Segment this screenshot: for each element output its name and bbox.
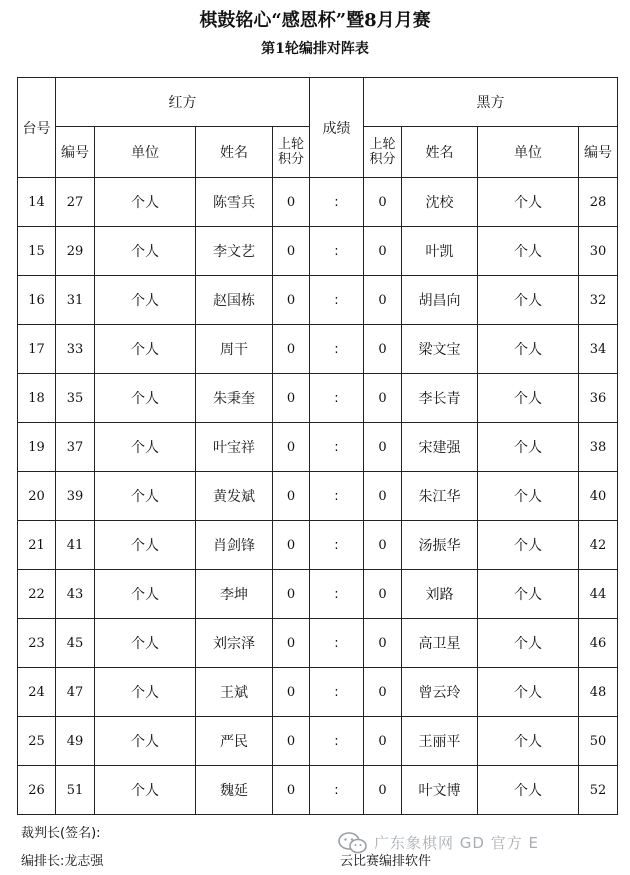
red-prev-score-header-line2: 积分 — [277, 152, 304, 167]
black-player-unit: 个人 — [478, 178, 579, 227]
black-name-header: 姓名 — [402, 127, 478, 178]
board-header: 台号 — [18, 78, 56, 178]
table-row — [18, 227, 618, 276]
black-player-name: 梁文宝 — [402, 325, 478, 374]
table-row — [18, 570, 618, 619]
red-prev-score: 0 — [273, 227, 310, 276]
black-player-no: 42 — [579, 521, 618, 570]
table-row — [18, 521, 618, 570]
table-row — [18, 668, 618, 717]
match-result: : — [310, 570, 364, 619]
board-number: 18 — [18, 374, 56, 423]
black-player-no: 50 — [579, 717, 618, 766]
red-player-no: 37 — [56, 423, 95, 472]
match-result: : — [310, 423, 364, 472]
black-player-name: 刘路 — [402, 570, 478, 619]
black-player-unit: 个人 — [478, 374, 579, 423]
red-player-unit: 个人 — [95, 325, 196, 374]
black-prev-score: 0 — [364, 423, 402, 472]
red-prev-score: 0 — [273, 423, 310, 472]
red-player-name: 叶宝祥 — [196, 423, 273, 472]
match-result: : — [310, 276, 364, 325]
red-player-unit: 个人 — [95, 178, 196, 227]
red-prev-score-header — [273, 127, 310, 178]
red-player-no: 27 — [56, 178, 95, 227]
match-result: : — [310, 521, 364, 570]
result-header: 成绩 — [310, 78, 364, 178]
red-player-no: 47 — [56, 668, 95, 717]
red-player-unit: 个人 — [95, 766, 196, 815]
black-player-name: 胡昌向 — [402, 276, 478, 325]
red-player-name: 肖剑锋 — [196, 521, 273, 570]
table-row — [18, 423, 618, 472]
red-player-name: 赵国栋 — [196, 276, 273, 325]
red-prev-score: 0 — [273, 766, 310, 815]
red-player-no: 45 — [56, 619, 95, 668]
table-row — [18, 276, 618, 325]
board-number: 23 — [18, 619, 56, 668]
black-player-unit: 个人 — [478, 717, 579, 766]
board-number: 14 — [18, 178, 56, 227]
red-player-name: 朱秉奎 — [196, 374, 273, 423]
black-player-unit: 个人 — [478, 423, 579, 472]
red-player-unit: 个人 — [95, 227, 196, 276]
black-player-name: 朱江华 — [402, 472, 478, 521]
match-result: : — [310, 766, 364, 815]
board-number: 26 — [18, 766, 56, 815]
red-prev-score: 0 — [273, 717, 310, 766]
black-player-name: 叶文博 — [402, 766, 478, 815]
black-player-no: 40 — [579, 472, 618, 521]
black-player-unit: 个人 — [478, 521, 579, 570]
watermark — [338, 826, 563, 866]
black-player-name: 汤振华 — [402, 521, 478, 570]
black-prev-score: 0 — [364, 472, 402, 521]
chief-referee-signature: 裁判长(签名): — [21, 826, 101, 841]
table-row — [18, 766, 618, 815]
red-player-name: 黄发斌 — [196, 472, 273, 521]
red-prev-score: 0 — [273, 521, 310, 570]
black-player-no: 32 — [579, 276, 618, 325]
red-player-no: 51 — [56, 766, 95, 815]
black-unit-header: 单位 — [478, 127, 579, 178]
black-prev-score: 0 — [364, 766, 402, 815]
red-player-no: 39 — [56, 472, 95, 521]
black-player-no: 52 — [579, 766, 618, 815]
black-prev-score: 0 — [364, 325, 402, 374]
black-player-no: 34 — [579, 325, 618, 374]
board-number: 15 — [18, 227, 56, 276]
red-player-no: 29 — [56, 227, 95, 276]
match-result: : — [310, 668, 364, 717]
board-number: 22 — [18, 570, 56, 619]
table-row — [18, 472, 618, 521]
black-player-no: 46 — [579, 619, 618, 668]
red-prev-score: 0 — [273, 570, 310, 619]
red-prev-score: 0 — [273, 374, 310, 423]
black-player-no: 48 — [579, 668, 618, 717]
black-prev-score-header — [364, 127, 402, 178]
table-row — [18, 374, 618, 423]
red-name-header: 姓名 — [196, 127, 273, 178]
red-player-unit: 个人 — [95, 668, 196, 717]
black-player-name: 曾云玲 — [402, 668, 478, 717]
red-side-header: 红方 — [56, 78, 310, 127]
board-number: 17 — [18, 325, 56, 374]
match-result: : — [310, 717, 364, 766]
black-player-unit: 个人 — [478, 227, 579, 276]
red-unit-header: 单位 — [95, 127, 196, 178]
black-prev-score: 0 — [364, 276, 402, 325]
red-player-no: 35 — [56, 374, 95, 423]
black-prev-score: 0 — [364, 521, 402, 570]
black-prev-score: 0 — [364, 619, 402, 668]
black-no-header: 编号 — [579, 127, 618, 178]
table-row — [18, 325, 618, 374]
red-player-unit: 个人 — [95, 472, 196, 521]
black-prev-score: 0 — [364, 717, 402, 766]
red-player-unit: 个人 — [95, 619, 196, 668]
board-number: 20 — [18, 472, 56, 521]
red-player-name: 王斌 — [196, 668, 273, 717]
red-prev-score: 0 — [273, 668, 310, 717]
match-result: : — [310, 178, 364, 227]
red-prev-score: 0 — [273, 619, 310, 668]
red-no-header: 编号 — [56, 127, 95, 178]
black-player-name: 李长青 — [402, 374, 478, 423]
red-player-name: 李坤 — [196, 570, 273, 619]
document-subtitle: 第1轮编排对阵表 — [261, 41, 369, 57]
red-player-unit: 个人 — [95, 374, 196, 423]
black-player-unit: 个人 — [478, 766, 579, 815]
red-player-no: 33 — [56, 325, 95, 374]
red-player-unit: 个人 — [95, 521, 196, 570]
black-player-name: 宋建强 — [402, 423, 478, 472]
red-player-name: 周干 — [196, 325, 273, 374]
black-player-unit: 个人 — [478, 472, 579, 521]
red-player-name: 刘宗泽 — [196, 619, 273, 668]
black-prev-score: 0 — [364, 227, 402, 276]
red-player-name: 陈雪兵 — [196, 178, 273, 227]
red-player-unit: 个人 — [95, 570, 196, 619]
red-player-unit: 个人 — [95, 276, 196, 325]
black-player-no: 36 — [579, 374, 618, 423]
black-player-unit: 个人 — [478, 619, 579, 668]
black-prev-score-header-line2: 积分 — [369, 152, 396, 167]
black-prev-score: 0 — [364, 668, 402, 717]
black-player-no: 38 — [579, 423, 618, 472]
red-player-name: 严民 — [196, 717, 273, 766]
black-player-name: 高卫星 — [402, 619, 478, 668]
red-prev-score: 0 — [273, 178, 310, 227]
red-player-no: 31 — [56, 276, 95, 325]
black-side-header: 黑方 — [364, 78, 618, 127]
black-player-unit: 个人 — [478, 276, 579, 325]
red-player-name: 李文艺 — [196, 227, 273, 276]
match-result: : — [310, 472, 364, 521]
black-player-unit: 个人 — [478, 325, 579, 374]
red-player-no: 41 — [56, 521, 95, 570]
red-player-no: 43 — [56, 570, 95, 619]
black-prev-score: 0 — [364, 374, 402, 423]
black-player-name: 叶凯 — [402, 227, 478, 276]
wechat-icon — [338, 832, 368, 854]
table-row — [18, 178, 618, 227]
watermark-text: 广东象棋网 GD 官方 E — [374, 834, 539, 852]
pairing-table — [17, 77, 618, 815]
board-number: 19 — [18, 423, 56, 472]
board-number: 16 — [18, 276, 56, 325]
black-player-name: 王丽平 — [402, 717, 478, 766]
red-prev-score-header-line1: 上轮 — [277, 137, 304, 152]
red-player-unit: 个人 — [95, 423, 196, 472]
black-prev-score: 0 — [364, 178, 402, 227]
red-prev-score: 0 — [273, 276, 310, 325]
board-number: 25 — [18, 717, 56, 766]
black-player-name: 沈校 — [402, 178, 478, 227]
black-player-unit: 个人 — [478, 570, 579, 619]
document-title: 棋鼓铭心“感恩杯”暨8月月赛 — [199, 10, 431, 31]
black-prev-score-header-line1: 上轮 — [369, 137, 396, 152]
board-number: 21 — [18, 521, 56, 570]
black-prev-score: 0 — [364, 570, 402, 619]
match-result: : — [310, 325, 364, 374]
board-number: 24 — [18, 668, 56, 717]
table-row — [18, 619, 618, 668]
match-result: : — [310, 374, 364, 423]
red-player-name: 魏延 — [196, 766, 273, 815]
table-row — [18, 717, 618, 766]
red-prev-score: 0 — [273, 325, 310, 374]
black-player-no: 44 — [579, 570, 618, 619]
arranger-name: 编排长:龙志强 — [21, 854, 104, 869]
black-player-no: 28 — [579, 178, 618, 227]
black-player-unit: 个人 — [478, 668, 579, 717]
black-player-no: 30 — [579, 227, 618, 276]
software-credit: 云比赛编排软件 — [340, 854, 432, 869]
match-result: : — [310, 619, 364, 668]
red-player-no: 49 — [56, 717, 95, 766]
red-prev-score: 0 — [273, 472, 310, 521]
red-player-unit: 个人 — [95, 717, 196, 766]
match-result: : — [310, 227, 364, 276]
